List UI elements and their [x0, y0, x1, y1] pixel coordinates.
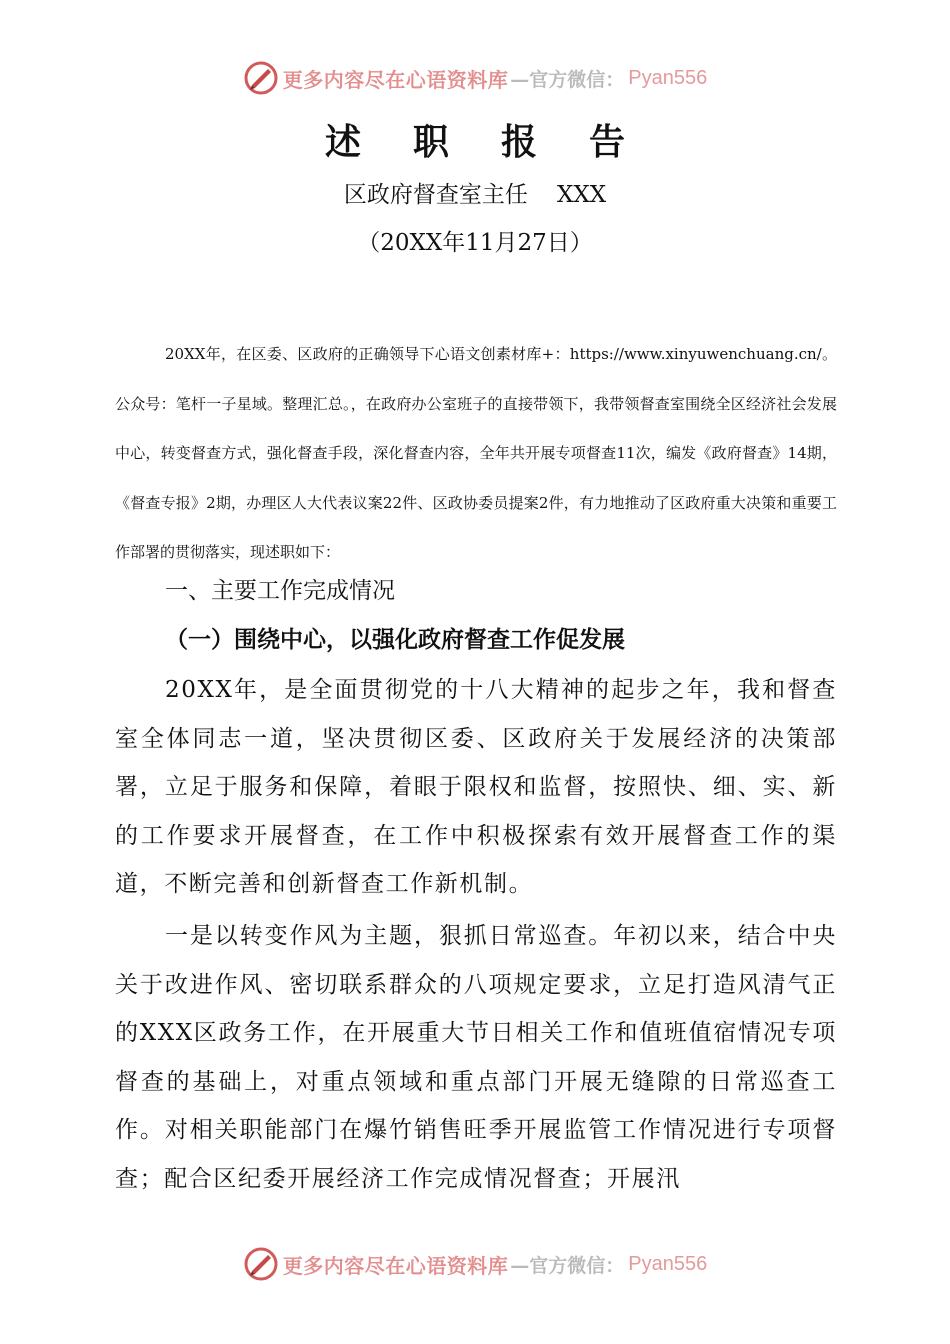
header-watermark-banner [0, 58, 950, 98]
banner-text-wechat: —官方微信： [510, 1254, 625, 1277]
body-paragraph-1: 20XX年，是全面贯彻党的十八大精神的起步之年，我和督查室全体同志一道，坚决贯彻区委、区政府关于发展经济的决策部署，立足于服务和保障，着眼于限权和监督，按照快、细、实、新的工作要求开展督查，在工作中积极探索有效开展督查工作的渠道，不断完善和创新督查工作新机制。 [115, 677, 837, 898]
pen-logo-icon [243, 60, 279, 96]
banner-text-main: 更多内容尽在心语资料库 [282, 1253, 509, 1278]
subsection-heading: （一）围绕中心，以强化政府督查工作促发展 [165, 627, 625, 653]
banner-text-main: 更多内容尽在心语资料库 [282, 67, 509, 92]
banner-text-wechat: —官方微信： [510, 68, 625, 91]
document-title: 述职报告 [324, 122, 677, 163]
section-heading: 一、主要工作完成情况 [165, 578, 395, 604]
banner-text-id: Pyan556 [628, 66, 708, 89]
intro-paragraph: 20XX年，在区委、区政府的正确领导下心语文创素材库+：https://www.xinyuwenchuang.cn/。公众号：笔杆一子星域。整理汇总。，在政府办公室班子的直接带领下，我带领督查室围绕全区经济社会发展中心，转变督查方式，强化督查手段，深化督查内容，全年共开展专项督查11次，编发《政府督查》14期，《督查专报》2期，办理区人大代表议案22件、区政协委员提案2件，有力地推动了区政府重大决策和重要工作部署的贯彻落实，现述职如下： [115, 345, 837, 562]
banner-text-id: Pyan556 [628, 1252, 708, 1275]
footer-watermark-banner [0, 1244, 950, 1284]
document-date: （20XX年11月27日） [357, 230, 593, 256]
document-subtitle: 区政府督查室主任 XXX [343, 182, 607, 208]
pen-logo-icon [243, 1246, 279, 1282]
body-paragraph-2: 一是以转变作风为主题，狠抓日常巡查。年初以来，结合中央关于改进作风、密切联系群众的八项规定要求，立足打造风清气正的XXX区政务工作，在开展重大节日相关工作和值班值宿情况专项督查的基础上，对重点领域和重点部门开展无缝隙的日常巡查工作。对相关职能部门在爆竹销售旺季开展监管工作情况进行专项督查；配合区纪委开展经济工作完成情况督查；开展汛 [115, 923, 837, 1192]
